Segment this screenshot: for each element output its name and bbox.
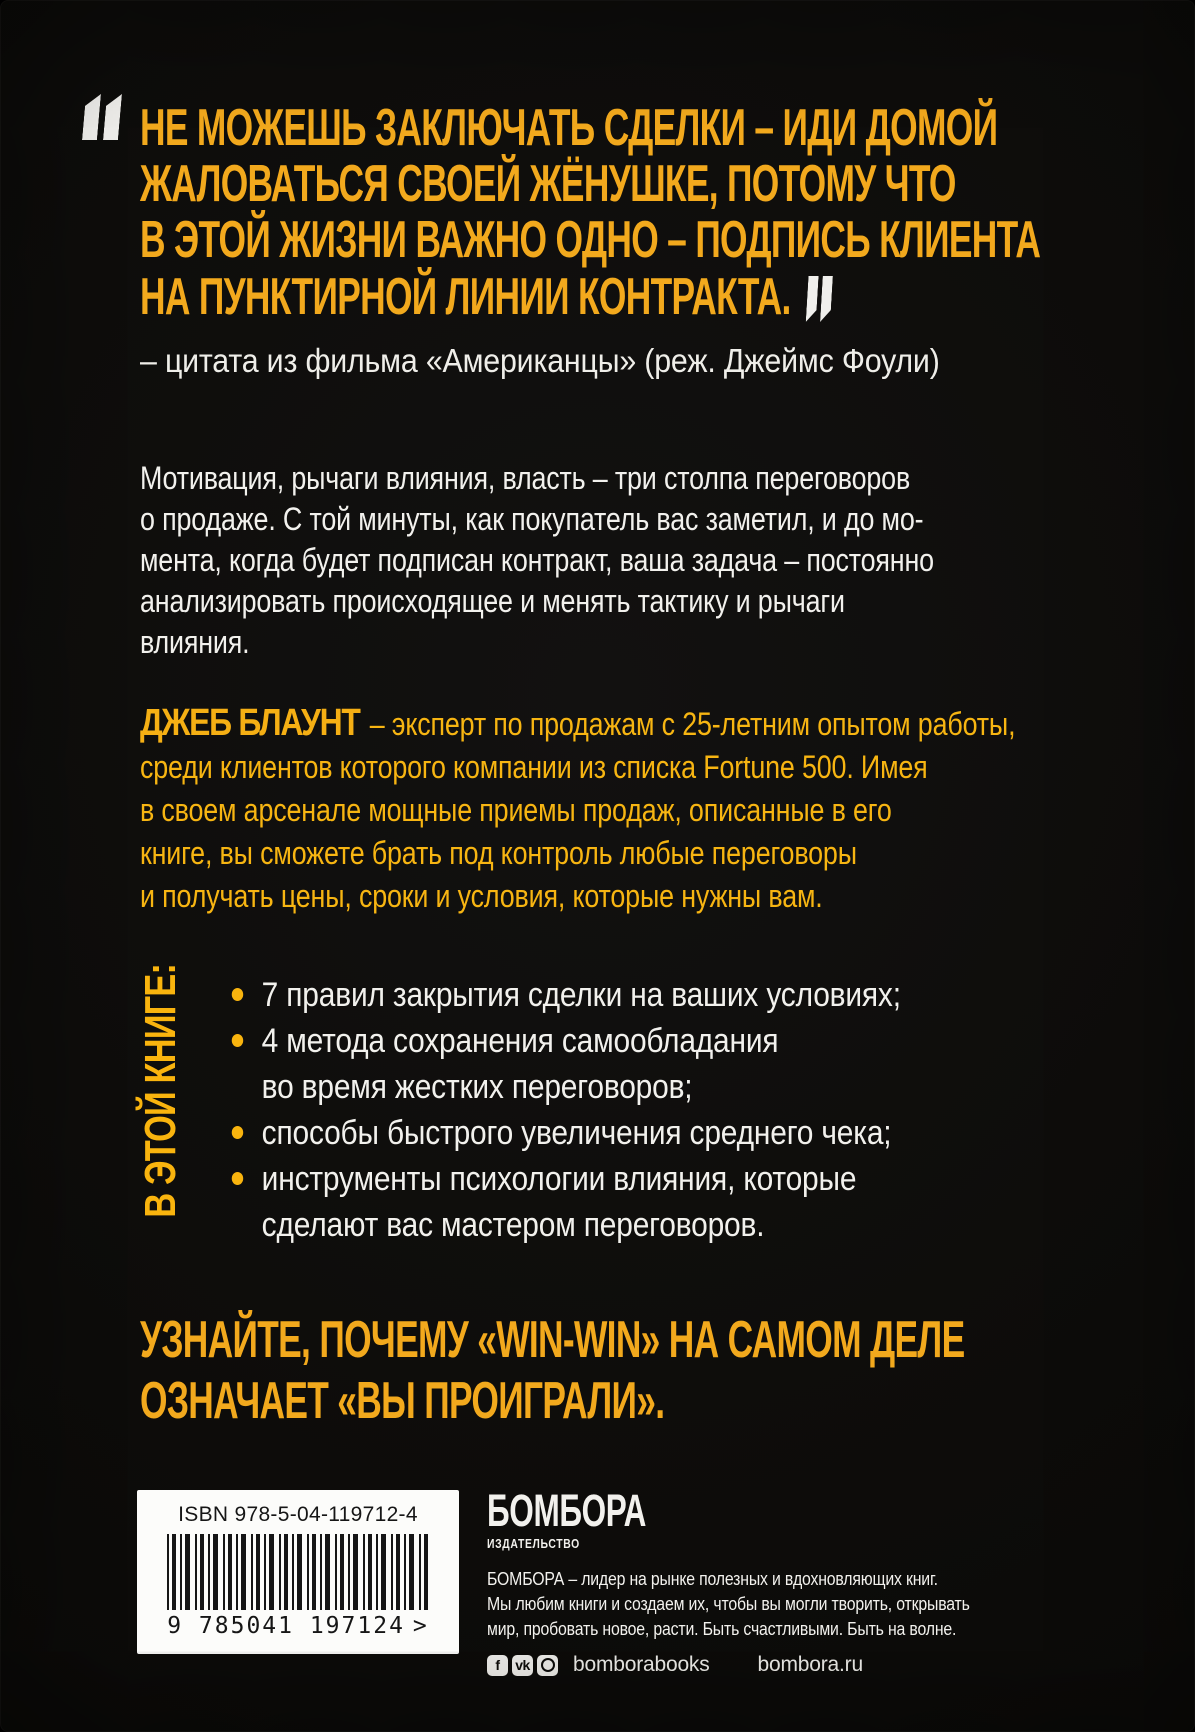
list-item-text: способы быстрого увеличения среднего чека;: [261, 1114, 892, 1152]
barcode-digits: [137, 1613, 459, 1639]
text-line: книге, вы сможете брать под контроль любые переговоры: [140, 835, 857, 871]
list-item-text: сделают вас мастером переговоров.: [261, 1206, 765, 1244]
list-item-text: во время жестких переговоров;: [261, 1068, 693, 1106]
facebook-icon: f: [487, 1655, 508, 1676]
vk-icon: vk: [512, 1655, 533, 1676]
text-line: БОМБОРА – лидер на рынке полезных и вдохновляющих книг.: [487, 1569, 938, 1589]
publisher-subtitle: ИЗДАТЕЛЬСТВО: [487, 1536, 580, 1551]
list-item: [230, 972, 901, 1018]
barcode-digits-text: 9 785041 197124: [167, 1613, 405, 1639]
list-item-text: 7 правил закрытия сделки на ваших условиях;: [261, 976, 901, 1014]
quote-line: [140, 268, 1040, 325]
closing-quote-icon: [807, 276, 831, 322]
list-item-continuation: [230, 1064, 901, 1110]
author-paragraph: [140, 702, 1015, 918]
list-item: [230, 1156, 901, 1202]
list-item: [230, 1018, 901, 1064]
bullet-icon: [232, 1034, 243, 1047]
instagram-lens-icon: [541, 1658, 555, 1672]
opening-quote-icon: [84, 94, 120, 140]
bullet-icon: [232, 1172, 243, 1185]
list-item-continuation: [230, 1202, 901, 1248]
text-line: в своем арсенале мощные приемы продаж, описанные в его: [140, 792, 892, 828]
quote-line: НЕ МОЖЕШЬ ЗАКЛЮЧАТЬ СДЕЛКИ – ИДИ ДОМОЙ: [140, 99, 998, 157]
in-this-book-label: В ЭТОЙ КНИГЕ:: [136, 963, 185, 1218]
quote-line: ЖАЛОВАТЬСЯ СВОЕЙ ЖЁНУШКЕ, ПОТОМУ ЧТО: [140, 155, 956, 213]
text-line: мир, пробовать новое, расти. Быть счастливыми. Быть на волне.: [487, 1619, 957, 1639]
bullet-icon: [232, 1126, 243, 1139]
bullet-icon: [232, 988, 243, 1001]
text-line: среди клиентов которого компании из списка Fortune 500. Имея: [140, 749, 928, 785]
publisher-logo: БОМБОРА: [487, 1485, 647, 1536]
list-item-text: 4 метода сохранения самообладания: [261, 1022, 779, 1060]
quote-line-text: НА ПУНКТИРНОЙ ЛИНИИ КОНТРАКТА.: [140, 268, 791, 326]
publisher-description: [487, 1567, 970, 1642]
publisher-website: bombora.ru: [757, 1653, 863, 1676]
barcode-bars: [167, 1534, 429, 1610]
author-name: ДЖЕБ БЛАУНТ: [140, 702, 360, 744]
isbn-text: ISBN 978-5-04-119712-4: [178, 1503, 418, 1526]
quote-attribution: – цитата из фильма «Американцы» (реж. Джеймс Фоули): [140, 342, 940, 379]
list-item-text: инструменты психологии влияния, которые: [261, 1160, 857, 1198]
win-win-callout: [140, 1310, 964, 1432]
text-line: анализировать происходящее и менять тактику и рычаги: [140, 583, 845, 619]
text-line: влияния.: [140, 624, 250, 660]
author-line-text: – эксперт по продажам с 25-летним опытом работы,: [369, 706, 1016, 742]
barcode-block: [137, 1490, 459, 1654]
text-line: [140, 702, 1015, 746]
barcode-arrow: >: [412, 1613, 429, 1639]
intro-paragraph: [140, 458, 934, 663]
quote-line: В ЭТОЙ ЖИЗНИ ВАЖНО ОДНО – ПОДПИСЬ КЛИЕНТА: [140, 211, 1041, 269]
social-row: [487, 1653, 1036, 1677]
callout-line: ОЗНАЧАЕТ «ВЫ ПРОИГРАЛИ».: [140, 1372, 665, 1430]
text-line: Мотивация, рычаги влияния, власть – три столпа переговоров: [140, 460, 911, 496]
book-feature-list: [230, 972, 901, 1248]
quote-headline: [140, 100, 1040, 325]
text-line: мента, когда будет подписан контракт, ваша задача – постоянно: [140, 542, 934, 578]
list-item: [230, 1110, 901, 1156]
publisher-block: [487, 1485, 1036, 1677]
text-line: о продаже. С той минуты, как покупатель вас заметил, и до мо-: [140, 501, 924, 537]
callout-line: УЗНАЙТЕ, ПОЧЕМУ «WIN-WIN» НА САМОМ ДЕЛЕ: [140, 1311, 965, 1369]
text-line: Мы любим книги и создаем их, чтобы вы могли творить, открывать: [487, 1594, 970, 1614]
social-handle: bomborabooks: [573, 1653, 710, 1676]
text-line: и получать цены, сроки и условия, которые нужны вам.: [140, 878, 823, 914]
instagram-icon: [537, 1655, 558, 1676]
